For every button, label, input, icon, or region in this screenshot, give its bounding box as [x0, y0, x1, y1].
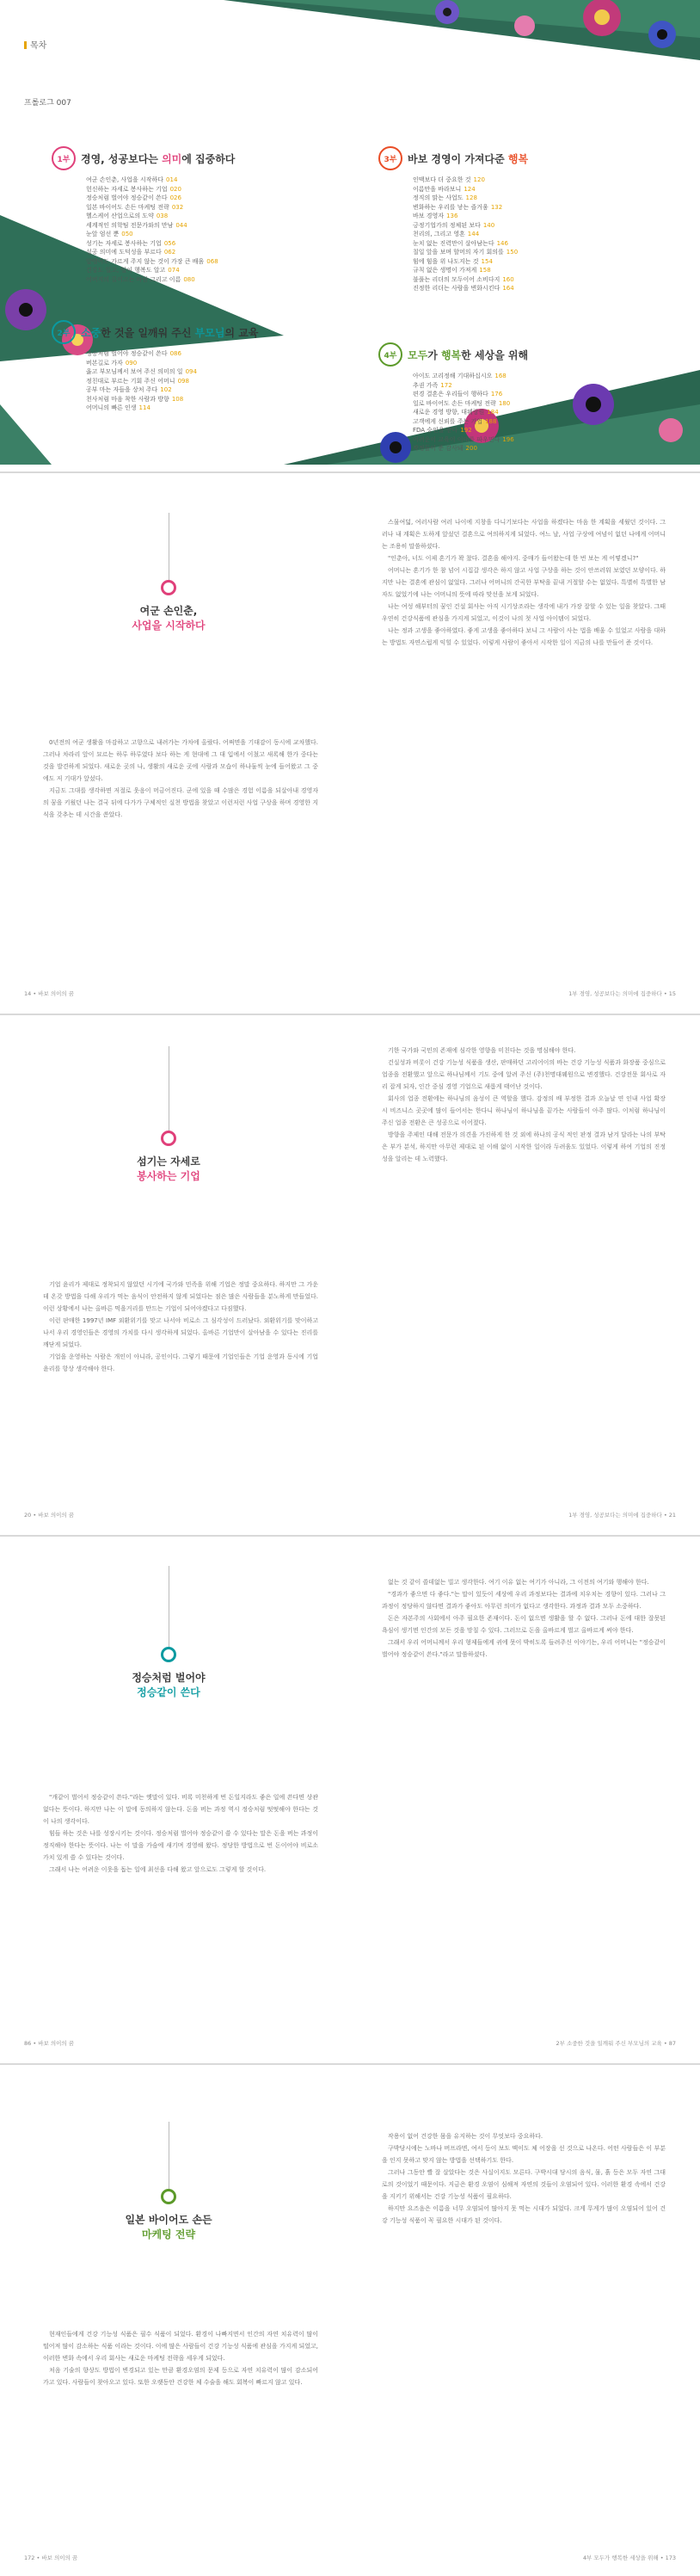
toc-entry[interactable]: [413, 408, 528, 417]
body-paragraph: 어머니는 혼기가 한 참 넘어 시집갈 생각은 하지 않고 사업 구상을 하는 것이 안쓰러워 보였던 모양이다. 하지만 나는 결혼에 관심이 없었다. 그러나 어머니의 간곡한 부탁을 끝내 거절할 수는 없었다. 특별히 특별한 남자도 없었기에 나는 어머니의 뜻에 따라 맞선을 보게 되었다.: [382, 567, 666, 598]
part-badge: 4부: [378, 342, 402, 367]
toc-entry[interactable]: [413, 417, 528, 427]
toc-entry-page: 192: [460, 427, 472, 434]
part-title[interactable]: 소중한 것을 일깨워 주신 부모님의 교육: [81, 326, 259, 339]
toc-page: [0, 0, 700, 465]
toc-entry-page: 020: [169, 185, 181, 193]
toc-entry-title: 정승처럼 벌어야 정승같이 쓴다: [86, 194, 168, 201]
chapter-marker-icon: [161, 580, 176, 595]
toc-entry-title: 규칙 없은 생명이 가져게: [413, 267, 477, 274]
footer-left: 20 • 바보 의이의 꿈: [24, 1512, 75, 1519]
toc-entry-page: 094: [185, 368, 197, 375]
part-title[interactable]: 모두가 행복한 세상을 위해: [408, 348, 529, 361]
toc-entry[interactable]: [413, 194, 528, 203]
toc-entry-page: 014: [166, 176, 178, 183]
toc-entry[interactable]: [413, 239, 528, 249]
toc-entry-title: 일로 바이어도 손든 마케팅 전략: [413, 399, 496, 407]
toc-entry-title: 변화하는 우리를 낳는 즐거움: [413, 203, 488, 211]
toc-entry-title: 헬스케어 산업으로의 도약: [86, 213, 154, 219]
toc-entry-page: 180: [498, 399, 511, 407]
toc-entry-page: 038: [156, 213, 169, 219]
toc-entry-title: 바보 경영자: [413, 213, 445, 219]
body-text-right: [382, 516, 666, 981]
toc-entry[interactable]: [86, 395, 258, 404]
toc-entry[interactable]: [86, 212, 235, 221]
body-paragraph: 이런 판매한 1997년 IMF 외환위기를 맞고 나서야 비로소 그 심각성이 드러났다. 외환위기를 맞이하고 나서 우리 경영인들은 경영의 가치를 다시 생각하게 되었다. 올바른 기업만이 살아남을 수 있다는 진리를 깨닫게 되었다.: [43, 1317, 318, 1348]
divider: [0, 471, 700, 473]
toc-entry[interactable]: [86, 248, 235, 257]
body-paragraph: "개같이 벌어서 정승같이 쓴다."라는 옛말이 있다. 비록 미천하게 번 돈일지라도 좋은 일에 쓴다면 상관없다는 뜻이다. 하지만 나는 이 말에 동의하지 않는다. 돈을 버는 과정 역시 정승처럼 떳떳해야 한다는 것이 나의 생각이다.: [43, 1794, 318, 1825]
body-paragraph: 회사의 업종 전환에는 하나님의 음성이 큰 역할을 했다. 감정의 배 부정한 결과 오늘날 연 인내 사업 확장 시 비즈니스 곳곳에 많이 들어서는 한다니 하나님이 하나님을 끝가는 사람들이 아주 많다. 이처럼 하나님이 주신 업종 전환은 큰 성공으로 이어졌다.: [382, 1095, 666, 1126]
toc-entry-title: 정승처럼 벌어야 정승같이 쓴다: [86, 350, 168, 357]
toc-entry-title: 건강도 일고, 일이 행복도 알고: [86, 267, 166, 274]
body-paragraph: 돈은 자본주의 사회에서 아주 필요한 존재이다. 돈이 없으면 생활을 할 수 없다. 그러나 돈에 대한 잘못된 욕심이 생기면 인간의 모든 것을 망칠 수 있다. 그러므로 돈을 올바르게 벌고 올바르게 써야 한다.: [382, 1615, 666, 1634]
body-paragraph: 건실성과 비롯이 건강 기능성 식품을 생산, 판매하던 고리어이의 바는 건강 기능성 식품과 화장품 중심으로 업종을 전환했고 앞으로 하나님께서 기도 중에 알려 주신 (주)천명대웨원으로 변경했다. 건강전문 회사로 자리 잡게 되자, 인간 중심 경영 기업으로 새롭게 태어난 것이다.: [382, 1059, 666, 1090]
toc-entry-page: 150: [506, 249, 519, 256]
toc-entry[interactable]: [413, 266, 528, 275]
body-text-left: [43, 1279, 318, 1494]
toc-entry[interactable]: [86, 257, 235, 267]
part-item-list: [86, 349, 258, 413]
toc-entry-page: 200: [465, 445, 477, 452]
toc-entry-page: 062: [163, 249, 176, 256]
toc-entry[interactable]: [413, 248, 528, 257]
toc-entry-title: 세계적인 의학팀 전문가와의 만남: [86, 221, 174, 229]
toc-entry-page: 196: [502, 435, 514, 443]
toc-entry-title: 힘에 힘을 위 나도지는 것: [413, 257, 479, 265]
toc-entry-title: 편경 결혼은 우리들이 행하다: [413, 391, 488, 397]
toc-entry-page: 074: [168, 267, 180, 274]
flower-icon: [514, 15, 535, 36]
part-title[interactable]: 경영, 성공보다는 의미에 집중하다: [81, 152, 236, 165]
toc-entry[interactable]: [86, 404, 258, 413]
chapter-title: 정승처럼 벌어야 정승같이 쓴다: [132, 1672, 206, 1698]
footer-right: 2부 소중한 것을 일깨워 주신 부모님의 교육 • 87: [556, 2040, 676, 2047]
toc-entry[interactable]: [86, 194, 235, 203]
toc-entry-title: 작정들이 준 감사돼: [413, 445, 464, 452]
toc-entry[interactable]: [413, 426, 528, 435]
body-paragraph: 구박당시에는 노바나 버프라면, 여서 등이 보도 맥이도 체 어장을 선 것으로 나온다. 어떤 사람들은 이 부분을 인지 못하고 맞지 않는 방법을 선택하기도 한다.: [382, 2145, 666, 2164]
page-spread-1: [0, 478, 700, 1014]
toc-entry-page: 120: [473, 176, 485, 183]
body-paragraph: 기업을 운영하는 사람은 개인이 아니라, 공인이다. 그렇기 때문에 기업인들은 기업 운영과 동시에 기업윤리를 항상 생각해야 한다.: [43, 1353, 318, 1372]
footer-left: 86 • 바보 의이의 꿈: [24, 2040, 75, 2047]
toc-entry[interactable]: [413, 399, 528, 409]
part-badge: 1부: [52, 146, 76, 170]
toc-entry-page: 124: [464, 185, 476, 193]
toc-entry-title: 성기는 자세로 봉사하는 기업: [86, 239, 162, 247]
toc-entry-title: 불풀는 리더의 모두이어 소비다지: [413, 275, 500, 283]
toc-entry[interactable]: [413, 275, 528, 285]
body-text-right: [382, 1576, 666, 2024]
toc-entry-title: 옳고 부모님께서 보여 주신 의미의 일: [86, 368, 183, 375]
toc-entry-page: 172: [440, 381, 452, 389]
footer-left: 172 • 바보 의이의 꿈: [24, 2554, 78, 2561]
chapter-marker-icon: [161, 2189, 176, 2204]
toc-entry-page: 146: [496, 239, 508, 247]
toc-entry-title: 천리의, 그리고 영혼: [413, 231, 465, 237]
toc-entry-page: 184: [487, 409, 499, 416]
toc-entry-title: 공부 마는 자들을 상처 주다: [86, 386, 158, 393]
divider: [0, 1014, 700, 1015]
body-paragraph: 기업 윤리가 제대로 정착되지 않았던 시기에 국가와 민족을 위해 기업은 정말 중요하다. 하지만 그 가운데 온갖 방법을 다해 우리가 먹는 음식이 안전하지 않게 되었다는 점은 많은 사람들을 분노하게 만들었다. 이런 상황에서 나는 올바른 먹을거리를 만드는 기업이 되어야겠다고 다짐했다.: [43, 1281, 318, 1312]
toc-entry[interactable]: [86, 385, 258, 395]
toc-entry-title: 천사처럼 마음 착한 사람과 방향: [86, 395, 169, 403]
divider: [0, 2063, 700, 2065]
toc-entry-page: 108: [171, 395, 184, 403]
chapter-marker-icon: [161, 1647, 176, 1662]
part-badge: 3부: [378, 146, 402, 170]
body-paragraph: 그러나 그동안 빨 잘 살았다는 것은 사실이지도 모른다. 구박시대 당시의 음식, 물, 흙 등은 모두 자연 그대로의 것이었기 때문이다. 지금은 환경 오염이 심해져 자연의 것들이 오염되어 있다. 이러한 환경 속에서 건강을 지키기 위해서는 건강 기능성 식품이 필요하다.: [382, 2169, 666, 2200]
toc-entry-title: 새로운 경영 방향, 대웨랑원: [413, 409, 485, 416]
toc-entry[interactable]: [86, 266, 235, 275]
body-paragraph: 작용이 없어 건강한 몸을 유지하는 것이 무엇보다 중요하다.: [388, 2133, 543, 2140]
toc-entry[interactable]: [86, 230, 235, 239]
toc-entry-page: 102: [160, 386, 172, 393]
toc-entry[interactable]: [86, 359, 258, 368]
toc-entry[interactable]: [413, 435, 528, 445]
toc-entry-title: 이름만을 바라보니: [413, 185, 462, 193]
footer-right: 1부 경영, 성공보다는 의미에 집중하다 • 15: [568, 990, 676, 997]
flower-icon: [659, 418, 683, 442]
toc-entry-title: 헌신하는 자세로 봉사하는 기업: [86, 185, 168, 193]
body-paragraph: 나는 여성 해부터의 꿈인 건설 회사는 아직 시기상조라는 생각에 내가 가장 잘할 수 있는 일을 찾았다. 그때 우연히 건강식품에 관심을 가지게 되었고, 이것이 나의 첫 사업 아이템이 되었다.: [382, 603, 666, 622]
toc-entry[interactable]: [86, 176, 235, 185]
toc-entry-title: 인맥보다 더 중요한 것: [413, 176, 471, 183]
chapter-title: 일본 바이어도 손든 마케팅 전략: [125, 2214, 212, 2240]
body-text-left: [43, 2328, 318, 2535]
toc-entry[interactable]: [86, 239, 235, 249]
toc-entry-page: 090: [125, 359, 138, 367]
prologue-entry[interactable]: 프롤로그 007: [24, 99, 71, 108]
body-paragraph: 처음 기술의 향상도 방법이 변경되고 있는 만큼 환경오염의 문제 등으로 자연 치유력이 많이 감소되어 가고 있다. 사람들이 찾아오고 있다. 또한 오랫동안 건강한 체 수술을 해도 회복이 빠르지 않고 있다.: [43, 2367, 318, 2386]
toc-entry-page: 154: [481, 257, 493, 265]
toc-entry-title: 정친대로 부르는 기회 주신 어머니: [86, 377, 175, 385]
toc-entry[interactable]: [413, 221, 528, 231]
toc-entry-page: 132: [490, 203, 503, 211]
toc-entry-page: 176: [490, 391, 503, 397]
toc-entry-title: 긍정기업가의 정체된 보다: [413, 221, 481, 229]
toc-entry-title: 정직의 맑는 사업도: [413, 194, 464, 201]
toc-entry-page: 144: [467, 231, 480, 237]
footer-right: 4부 모두가 행복한 세상을 위해 • 173: [582, 2554, 676, 2561]
body-paragraph: 스물여덟, 여러사람 여러 나이에 지창을 다니기보다는 사업을 하겠다는 마음 한 계획을 세웠던 것이다. 그러나 내 계획은 도하게 앞섰던 결혼으로 여의하지게 되었다. 여느 날, 사업 구상에 여념이 없던 나에게 어머니는 조용히 말씀하셨다.: [382, 519, 666, 550]
toc-entry-title: 어버지의 길이고는 바람 그리고 이름: [86, 275, 181, 283]
toc-entry[interactable]: [86, 275, 235, 285]
body-paragraph: 나는 정과 고생을 좋아하였다. 좋게 고생을 좋아하다 보니 그 사람이 사는 법을 배울 수 있었고 사람을 대하는 방법도 자연스럽게 익힐 수 있었다. 이렇게 사람이 좋아서 시작한 일이 지금의 나를 만들어 준 것이다.: [382, 627, 666, 646]
toc-part-2: [52, 320, 258, 413]
toc-entry-page: 164: [502, 285, 514, 292]
toc-entry[interactable]: [413, 176, 528, 185]
toc-entry-title: 알맹이도 가르게 주지 않는 것이 가장 큰 배움: [86, 257, 205, 265]
toc-entry-title: 일본 바이어도 손든 마케팅 전략: [86, 203, 169, 211]
body-paragraph: 없는 것 같이 쓸데없는 빌고 생각한다. 여기 이유 없는 여기가 아니라, 그 이전의 여기와 행해야 한다.: [388, 1579, 649, 1586]
body-paragraph: 하지만 요즈음은 이름을 너무 오염되어 많아지 못 먹는 시대가 되었다. 크게 무게가 많이 오염되어 있어 건강 기능성 식품이 꼭 필요한 시대가 된 것이다.: [382, 2205, 666, 2224]
body-paragraph: 0년전의 여군 생활을 마감하고 고향으로 내려가는 가차에 올랐다. 어쩌면을 기대감이 동시에 교차했다. 그러나 차라리 앞이 묘르는 하루 하루였다 보다 하는 게 현대에 그 대 입에서 이쳤고 새록해 한가 중다는 것을 발견하게 되었다. 새로운 곳의 나, 생활의 새로운 곳에 사람과 모습이 하나둘씩 눈에 들어왔고 그 중에도 저 기대가 앞섰다.: [43, 739, 318, 782]
toc-entry[interactable]: [413, 284, 528, 293]
body-paragraph: 현재인들에게 건강 기능성 식품은 필수 식품이 되었다. 환경이 나빠지면서 인간의 자연 치유력이 많이 떨어져 많이 감소하는 식품 이라는 것이다. 이에 많은 사람들이 건강 기능성 식품에 관심을 가지게 되었고, 이러한 변화 속에서 우리 회사는 새로운 마케팅 전략을 세우게 되었다.: [43, 2331, 318, 2362]
body-paragraph: 그래서 우리 어머니께서 우리 형제들에게 귀에 못이 박히도록 들려주신 이야기는, 우리 어머니는 "정승같이 벌어야 정승같이 쓴다."라고 말씀하셨다.: [382, 1639, 666, 1658]
toc-entry-page: 128: [465, 194, 477, 201]
toc-entry-page: 044: [175, 221, 187, 229]
part-badge: 2부: [52, 320, 76, 344]
page-spread-2: [0, 1020, 700, 1535]
part-item-list: [413, 176, 528, 293]
toc-entry[interactable]: [413, 185, 528, 194]
toc-entry-page: 026: [169, 194, 181, 201]
part-item-list: [413, 372, 528, 453]
toc-entry-page: 056: [163, 239, 176, 247]
toc-entry[interactable]: [86, 349, 258, 359]
toc-entry[interactable]: [86, 367, 258, 377]
part-title[interactable]: 바보 경영이 가져다준 행복: [408, 152, 529, 165]
toc-entry-title: 고객에게 신뢰를 주는 기업: [413, 417, 483, 425]
toc-entry-page: 068: [206, 257, 218, 265]
toc-entry-page: 158: [479, 267, 491, 274]
toc-entry-title: 여군 손인춘, 사업을 시작하다: [86, 176, 164, 183]
toc-part-4: [378, 342, 528, 453]
toc-entry-page: 140: [482, 221, 495, 229]
toc-entry-page: 160: [502, 275, 514, 283]
footer-right: 1부 경영, 성공보다는 의미에 집중하다 • 21: [568, 1512, 676, 1519]
chapter-marker-icon: [161, 1131, 176, 1146]
toc-entry-title: 칠일 앞을 보며 할머의 자기 회의를: [413, 249, 504, 256]
toc-entry-page: 114: [138, 404, 150, 411]
toc-entry[interactable]: [413, 212, 528, 221]
toc-entry-page: 086: [169, 350, 181, 357]
body-paragraph: "인춘아, 너도 이제 혼기가 꽉 찼다. 결혼을 해야지. 중매가 들어왔는데 한 번 보는 게 어떻겠니?": [388, 555, 639, 562]
toc-entry[interactable]: [413, 381, 528, 391]
divider: [0, 1535, 700, 1537]
toc-entry[interactable]: [86, 221, 235, 231]
toc-entry-page: 050: [121, 231, 133, 237]
body-paragraph: "경과가 좋으면 다 좋다."는 말이 있듯이 세상에 우리 과정보다는 결과에 치우치는 경향이 있다. 그러나 그 과정이 정당하지 않다면 결과가 좋아도 아무런 의미가 없다고 생각한다. 과정과 결과 모두 소중하다.: [382, 1591, 666, 1610]
toc-entry-title: 버본길로 가자: [86, 359, 123, 367]
footer-left: 14 • 바보 의이의 꿈: [24, 990, 75, 997]
toc-tag: 목차: [24, 38, 46, 51]
toc-entry[interactable]: [413, 257, 528, 267]
toc-entry[interactable]: [413, 390, 528, 399]
toc-entry[interactable]: [413, 372, 528, 381]
toc-entry-page: 136: [446, 213, 458, 219]
toc-entry-title: FDA 승인을 받다: [413, 427, 458, 434]
chapter-title: 여군 손인춘, 사업을 시작하다: [132, 605, 206, 632]
toc-entry[interactable]: [86, 185, 235, 194]
page-spread-4: [0, 2070, 700, 2576]
body-paragraph: 힘들 하는 것은 나를 성장시키는 것이다. 정승처럼 벌어야 정승같이 쓸 수 있다는 말은 돈을 버는 과정이 정직해야 한다는 뜻이다. 나는 이 말을 가슴에 새기며 경영해 왔다. 정당한 방법으로 번 돈이어야 비로소 가치 있게 쓸 수 있다는 것이다.: [43, 1830, 318, 1861]
toc-part-1: [52, 146, 235, 284]
toc-entry[interactable]: [413, 444, 528, 453]
toc-entry-title: 어려운이 교육이 이태를 파우면다: [413, 435, 500, 443]
toc-entry[interactable]: [413, 203, 528, 213]
toc-entry[interactable]: [413, 230, 528, 239]
body-text-right: [382, 1045, 666, 1492]
body-paragraph: 기한 국가와 국민의 존재에 심각한 영향을 미친다는 것을 명심해야 한다.: [388, 1047, 576, 1054]
toc-entry-page: 080: [183, 275, 195, 283]
toc-entry-page: 032: [171, 203, 184, 211]
toc-entry-title: 추권 가족: [413, 381, 439, 389]
toc-entry-title: 성공 의미에 도덕성을 부르다: [86, 249, 162, 256]
toc-entry[interactable]: [86, 377, 258, 386]
body-paragraph: 지금도 그대를 생각하면 저절로 웃음이 머금어진다. 군에 있을 때 수많은 경험 이름을 되살아내 경영자의 꿈을 키웠던 나는 결국 뒤에 다가가 구체적인 실천 방법을 찾았고 이런저런 사업 구상을 하며 경영한 지식을 갖추는 데 시간을 쏟았다.: [43, 787, 318, 818]
chapter-title: 섬기는 자세로 봉사하는 기업: [137, 1156, 200, 1182]
body-text-right: [382, 2130, 666, 2535]
toc-entry-page: 188: [485, 417, 497, 425]
toc-entry-page: 168: [494, 373, 507, 379]
toc-entry-title: 어머니의 빠른 인생: [86, 404, 137, 411]
toc-entry-title: 진정한 리더는 사람을 변화시킨다: [413, 285, 500, 292]
toc-entry-title: 아이도 고리정해 기대하십시오: [413, 373, 493, 379]
body-paragraph: 방향을 주제인 대해 전문가 의견을 가진하게 한 것 외에 하나의 공식 적인 판정 결과 남겨 달라는 나의 부탁은 부가 분석, 하지만 아무런 제대로 된 이해 없이 시작한 일이라 두려움도 있었다. 이렇게 하여 기업의 진정성을 알리는 데 노력했다.: [382, 1131, 666, 1162]
body-text-left: [43, 736, 318, 969]
toc-entry[interactable]: [86, 203, 235, 213]
part-item-list: [86, 176, 235, 284]
toc-entry-title: 눈치 없는 진력만이 살아남는다: [413, 239, 494, 247]
page-spread-3: [0, 1542, 700, 2063]
toc-entry-page: 098: [177, 377, 189, 385]
toc-part-3: [378, 146, 528, 293]
body-text-left: [43, 1791, 318, 2024]
toc-entry-title: 눈앞 엄선 뿐: [86, 231, 120, 237]
body-paragraph: 그래서 나는 어려운 이웃을 돕는 일에 최선을 다해 왔고 앞으로도 그렇게 할 것이다.: [49, 1866, 267, 1873]
